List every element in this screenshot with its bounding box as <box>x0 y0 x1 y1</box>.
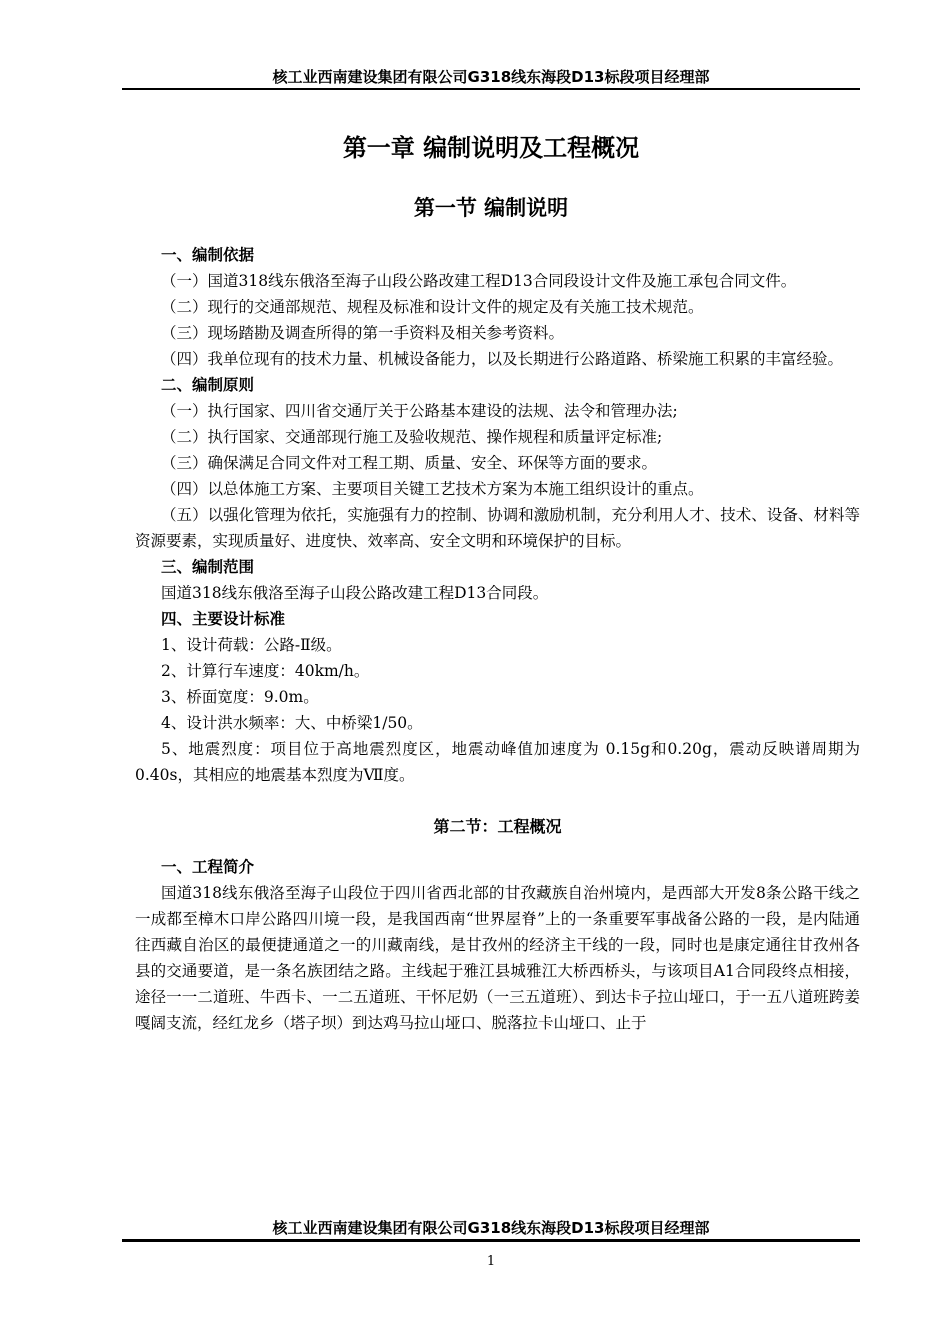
basis-item: （三）现场踏勘及调查所得的第一手资料及相关参考资料。 <box>161 324 565 342</box>
standard-item: 4、设计洪水频率：大、中桥梁1/50。 <box>161 714 423 732</box>
standard-item: 3、桥面宽度：9.0m。 <box>161 688 319 706</box>
intro-heading: 一、工程简介 <box>161 858 255 876</box>
principle-item: （二）执行国家、交通部现行施工及验收规范、操作规程和质量评定标准; <box>161 428 663 446</box>
document-body <box>135 242 860 1036</box>
page-header: 核工业西南建设集团有限公司G318线东海段D13标段项目经理部 <box>272 68 710 86</box>
standards-heading: 四、主要设计标准 <box>161 610 286 628</box>
standard-item: 2、计算行车速度：40km/h。 <box>161 662 370 680</box>
chapter-title: 第一章 编制说明及工程概况 <box>342 134 640 162</box>
basis-heading: 一、编制依据 <box>161 246 255 264</box>
basis-item: （一）国道318线东俄洛至海子山段公路改建工程D13合同段设计文件及施工承包合同文件。 <box>161 272 797 290</box>
principle-item: （一）执行国家、四川省交通厅关于公路基本建设的法规、法令和管理办法; <box>161 402 678 420</box>
basis-item: （二）现行的交通部规范、规程及标准和设计文件的规定及有关施工技术规范。 <box>161 298 704 316</box>
intro-text: 国道318线东俄洛至海子山段位于四川省西北部的甘孜藏族自治州境内，是西部大开发8条公路干线之一成都至樟木口岸公路四川境一段，是我国西南“世界屋脊”上的一条重要军事战备公路的一段，是内陆通往西藏自治区的最便捷通道之一的川藏南线，是甘孜州的经济主干线的一段，同时也是康定通往甘孜州各县的交通要道，是一条名族团结之路。主线起于雅江县城雅江大桥西桥头，与该项目A1合同段终点相接，途径一一二道班、牛西卡、一二五道班、干怀尼奶（一三五道班）、到达卡子拉山垭口，于一五八道班跨姜嘎阔支流，经红龙乡（塔子坝）到达鸡马拉山垭口、脱落拉卡山垭口、止于 <box>135 884 860 1032</box>
standard-item: 1、设计荷载：公路-Ⅱ级。 <box>161 636 342 654</box>
scope-text: 国道318线东俄洛至海子山段公路改建工程D13合同段。 <box>161 584 549 602</box>
scope-heading: 三、编制范围 <box>161 558 255 576</box>
page-number: 1 <box>486 1254 496 1269</box>
principle-item: （五）以强化管理为依托，实施强有力的控制、协调和激励机制，充分利用人才、技术、设备、材料等资源要素，实现质量好、进度快、效率高、安全文明和环境保护的目标。 <box>135 506 860 550</box>
principle-item: （四）以总体施工方案、主要项目关键工艺技术方案为本施工组织设计的重点。 <box>161 480 704 498</box>
footer-rule <box>122 1239 860 1242</box>
section2-title: 第二节：工程概况 <box>433 817 562 836</box>
standard-item: 5、地震烈度：项目位于高地震烈度区，地震动峰值加速度为 0.15g和0.20g，震动反映谱周期为0.40s，其相应的地震基本烈度为Ⅶ度。 <box>135 740 860 784</box>
basis-item: （四）我单位现有的技术力量、机械设备能力，以及长期进行公路道路、桥梁施工积累的丰富经验。 <box>161 350 844 368</box>
section-title: 第一节 编制说明 <box>413 196 569 220</box>
principles-heading: 二、编制原则 <box>161 376 255 394</box>
page-footer: 核工业西南建设集团有限公司G318线东海段D13标段项目经理部 <box>272 1219 710 1237</box>
principle-item: （三）确保满足合同文件对工程工期、质量、安全、环保等方面的要求。 <box>161 454 658 472</box>
header-rule <box>122 88 860 90</box>
